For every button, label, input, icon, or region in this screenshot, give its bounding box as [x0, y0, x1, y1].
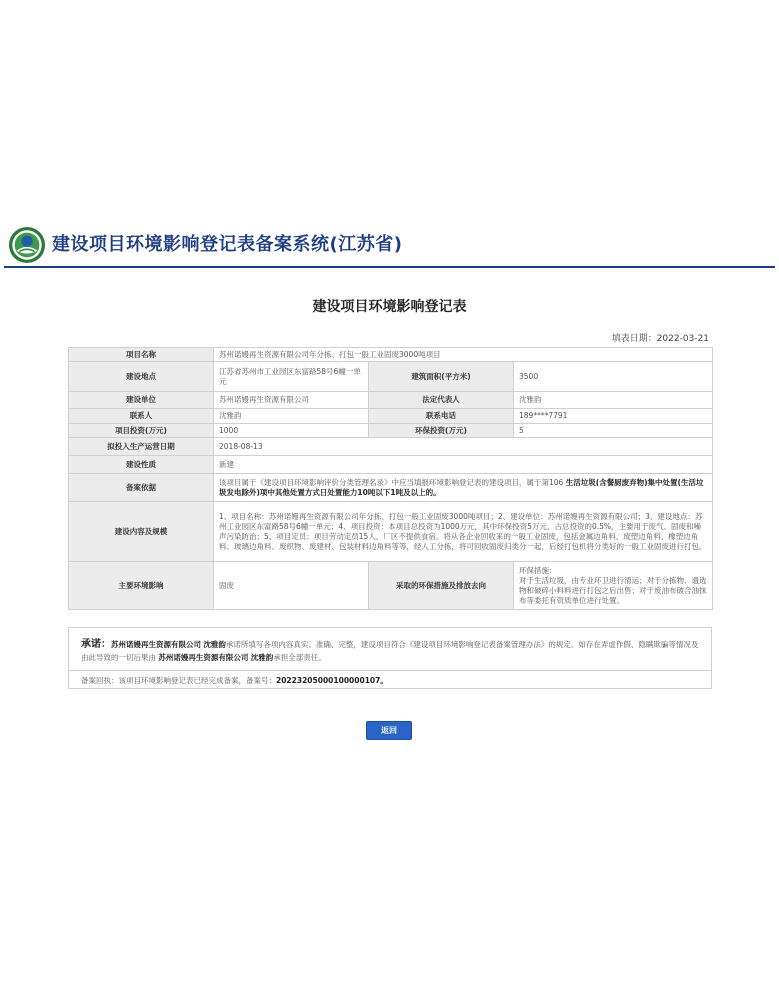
header-divider	[4, 266, 775, 268]
location-value: 江苏省苏州市工业园区东富路58号6幢一单元	[214, 362, 369, 392]
form-title: 建设项目环境影响登记表	[312, 299, 467, 315]
investment-label: 项目投资(万元)	[69, 424, 214, 438]
investment-value: 1000	[214, 424, 369, 438]
basis-value	[214, 474, 713, 502]
nature-label: 建设性质	[69, 456, 214, 474]
back-button[interactable]: 返回	[366, 721, 412, 740]
env-investment-value: 5	[514, 424, 713, 438]
table-row	[69, 409, 713, 424]
contact-label: 联系人	[69, 409, 214, 424]
area-value: 3500	[514, 362, 713, 392]
content-value: 1、项目名称：苏州诺嫚再生资源有限公司年分拣、打包一般工业固废3000吨项目；2、建设单位：苏州诺嫚再生资源有限公司；3、建设地点：苏州工业园区东富路58号6幢一单元；4、项目投资：本项目总投资为1000万元，其中环保投资5万元，占总投资的0.5%，主要用于废气、固废和噪声污染防治；5、项目定员：项目劳动定员15人，厂区不提供食宿。将从各企业回收来的一般工业固废，包括金属边角料、废塑边角料、橡塑边角料、玻璃边角料、废织物、废建材、包装材料边角料等等，经人工分拣，将可回收固废归类分一起，后经打包机将分类好的一般工业固废进行打包。	[214, 502, 713, 562]
content-label: 建设内容及规模	[69, 502, 214, 562]
area-label: 建筑面积(平方米)	[369, 362, 514, 392]
promise-body: 承诺所填写各项内容真实、准确、完整，建设项目符合《建设项目环境影响登记表备案管理办法》的规定。如存在弄虚作假、隐瞒欺骗等情况及由此导致的一切后果由	[81, 640, 699, 662]
unit-value: 苏州诺嫚再生资源有限公司	[214, 392, 369, 409]
promise-text	[81, 638, 701, 664]
unit-label: 建设单位	[69, 392, 214, 409]
record-receipt	[81, 675, 388, 686]
measures-title: 环保措施:	[519, 565, 552, 575]
table-row	[69, 348, 713, 362]
registration-table	[68, 347, 713, 610]
table-row	[69, 502, 713, 562]
table-row	[69, 362, 713, 392]
promise-person: 沈雅韵	[203, 640, 226, 649]
table-row	[69, 392, 713, 409]
measures-value	[514, 562, 713, 610]
table-row	[69, 438, 713, 456]
system-header	[0, 218, 779, 270]
basis-label: 备案依据	[69, 474, 214, 502]
promise-company: 苏州诺嫚再生资源有限公司	[111, 640, 201, 649]
impact-value: 固废	[214, 562, 369, 610]
nature-value: 新建	[214, 456, 713, 474]
basis-category: 生活垃圾(含餐厨废弃物)集中处置(生活垃圾发电除外)项中其他处置方式日处置能力10吨以下1吨及以上的。	[219, 477, 704, 497]
env-investment-label: 环保投资(万元)	[369, 424, 514, 438]
promise-heading: 承诺：	[81, 639, 111, 650]
table-row	[69, 474, 713, 502]
legal-representative-label: 法定代表人	[369, 392, 514, 409]
promise-tail: 承担全部责任。	[273, 653, 326, 662]
project-name-label: 项目名称	[69, 348, 214, 362]
project-name-value: 苏州诺嫚再生资源有限公司年分拣、打包一般工业固废3000吨项目	[214, 348, 713, 362]
start-date-label: 拟投入生产运营日期	[69, 438, 214, 456]
promise-company-2: 苏州诺嫚再生资源有限公司	[158, 653, 249, 662]
phone-value: 189****7791	[514, 409, 713, 424]
phone-label: 联系电话	[369, 409, 514, 424]
start-date-value: 2018-08-13	[214, 438, 713, 456]
promise-section	[68, 627, 712, 689]
table-row	[69, 562, 713, 610]
table-row	[69, 456, 713, 474]
basis-text: 该项目属于《建设项目环境影响评价分类管理名录》中应当填报环境影响登记表的建设项目，属于第106	[219, 477, 566, 487]
system-title: 建设项目环境影响登记表备案系统(江苏省)	[52, 234, 403, 255]
promise-divider	[69, 670, 711, 671]
measures-text: 对于生活垃圾，由专业环卫进行清运；对于分拣物、遗选物和破碎小料料进行打包之后出售；对于废油布破合油抹布等委托有资质单位进行处置。	[519, 575, 707, 605]
legal-representative-value: 沈雅韵	[514, 392, 713, 409]
contact-value: 沈雅韵	[214, 409, 369, 424]
table-row	[69, 424, 713, 438]
promise-person-2: 沈雅韵	[250, 653, 274, 662]
record-number: 20223205000100000107。	[276, 676, 388, 685]
impact-label: 主要环境影响	[69, 562, 214, 610]
record-text: 备案回执：该项目环境影响登记表已经完成备案，备案号：	[81, 676, 276, 685]
location-label: 建设地点	[69, 362, 214, 392]
measures-label: 采取的环保措施及排放去向	[369, 562, 514, 610]
fill-date: 填表日期：2022-03-21	[611, 334, 709, 344]
environmental-protection-logo-icon	[8, 226, 46, 264]
